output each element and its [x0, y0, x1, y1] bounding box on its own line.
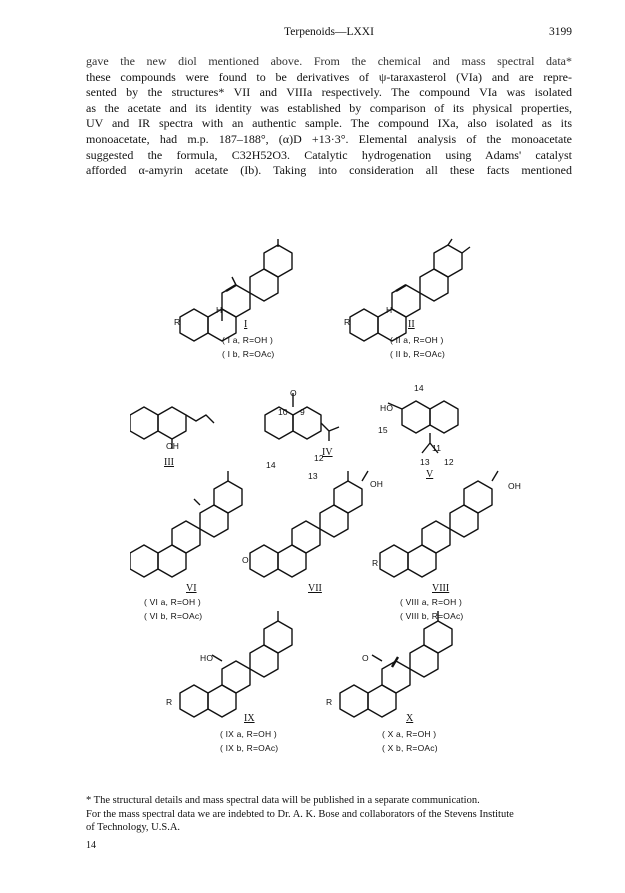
structure-caption: ( X a, R=OH ): [382, 729, 437, 739]
atom-label-13: 13: [420, 457, 430, 467]
running-header: [86, 26, 572, 42]
page-number: 3199: [549, 26, 572, 38]
structure-IV: [265, 393, 339, 441]
structure-caption: ( II a, R=OH ): [390, 335, 444, 345]
body-line: UV and IR spectra with an authentic sample. The compound IXa, also isolated as its: [86, 116, 572, 131]
atom-label-o: O: [362, 653, 369, 663]
structure-caption: ( I b, R=OAc): [222, 349, 275, 359]
atom-label-ho: HO: [380, 403, 394, 413]
atom-label-12: 12: [444, 457, 454, 467]
structure-caption: ( VI b, R=OAc): [144, 611, 203, 621]
body-line: suggested the formula, C32H52O3. Catalytic hydrogenation using Adams' catalyst: [86, 147, 572, 162]
structure-VII: [250, 471, 368, 577]
structure-X: [340, 611, 452, 717]
footnote-line: * The structural details and mass spectral data will be published in a separate communication.: [86, 795, 480, 806]
footnote-line: of Technology, U.S.A.: [86, 822, 181, 833]
body-paragraph: [86, 54, 572, 179]
structure-caption: ( IX a, R=OH ): [220, 729, 277, 739]
structure-numeral: X: [406, 713, 414, 724]
body-line: sented by the structures* VII and VIIIa respectively. The compound VIa was isolated: [86, 85, 572, 100]
atom-label-r: R: [372, 558, 379, 568]
structure-numeral: II: [408, 319, 415, 330]
structures-figure: [130, 235, 530, 775]
atom-label-14: 14: [414, 383, 424, 393]
sheet-number: 14: [86, 840, 96, 851]
atom-label-o: O: [242, 555, 249, 565]
atom-label-11: 11: [432, 443, 442, 453]
structure-I: [180, 239, 292, 341]
structure-numeral: III: [164, 457, 174, 468]
atom-label-13: 13: [308, 471, 318, 481]
structure-numeral: I: [244, 319, 248, 330]
atom-label-10: 10: [278, 407, 288, 417]
structure-caption: ( VIII a, R=OH ): [400, 597, 463, 607]
structure-caption: ( I a, R=OH ): [222, 335, 274, 345]
body-line: as the acetate and its identity was established by comparison of its physical properties,: [86, 100, 572, 115]
atom-label-h: H: [386, 305, 393, 315]
structure-VI: [130, 471, 242, 577]
structure-caption: ( X b, R=OAc): [382, 743, 438, 753]
atom-label-o: O: [290, 388, 297, 398]
structure-caption: ( VI a, R=OH ): [144, 597, 201, 607]
structure-numeral: IX: [244, 713, 255, 724]
structure-numeral: VI: [186, 583, 197, 594]
structure-numeral: V: [426, 469, 434, 480]
structure-caption: ( II b, R=OAc): [390, 349, 445, 359]
body-line: monoacetate, had m.p. 187–188°, (α)D +13·3°. Elemental analysis of the monoacetate: [86, 131, 572, 146]
atom-label-ho: HO: [200, 653, 214, 663]
atom-label-h: H: [216, 305, 223, 315]
running-title: Terpenoids—LXXI: [284, 26, 374, 38]
structure-numeral: VII: [308, 583, 322, 594]
atom-label-r: R: [174, 317, 181, 327]
structure-numeral: VIII: [432, 583, 450, 594]
atom-label-oh: OH: [508, 481, 522, 491]
atom-label-r: R: [344, 317, 351, 327]
structure-VIII: [380, 471, 498, 577]
atom-label-r: R: [166, 697, 173, 707]
atom-label-14: 14: [266, 460, 276, 470]
body-line: these compounds were found to be derivatives of ψ-taraxasterol (VIa) and are repre-: [86, 69, 572, 84]
structure-V: [388, 401, 458, 453]
atom-label-15: 15: [378, 425, 388, 435]
atom-label-12: 12: [314, 453, 324, 463]
atom-label-oh: OH: [166, 441, 180, 451]
atom-label-oh: OH: [370, 479, 384, 489]
structure-numeral: IV: [322, 447, 333, 458]
structure-caption: ( IX b, R=OAc): [220, 743, 279, 753]
body-line: afforded α-amyrin acetate (Ib). Taking into consideration all these facts mentioned: [86, 163, 572, 178]
structures-drawing: [130, 235, 530, 775]
body-line: gave the new diol mentioned above. From the chemical and mass spectral data*: [86, 54, 572, 68]
footnote: [86, 794, 572, 835]
atom-label-9: 9: [300, 407, 305, 417]
structure-caption: ( VIII b, R=OAc): [400, 611, 464, 621]
structure-IX: [180, 611, 292, 717]
atom-label-r: R: [326, 697, 333, 707]
footnote-line: For the mass spectral data we are indebted to Dr. A. K. Bose and collaborators of the Stevens Institute: [86, 808, 514, 820]
